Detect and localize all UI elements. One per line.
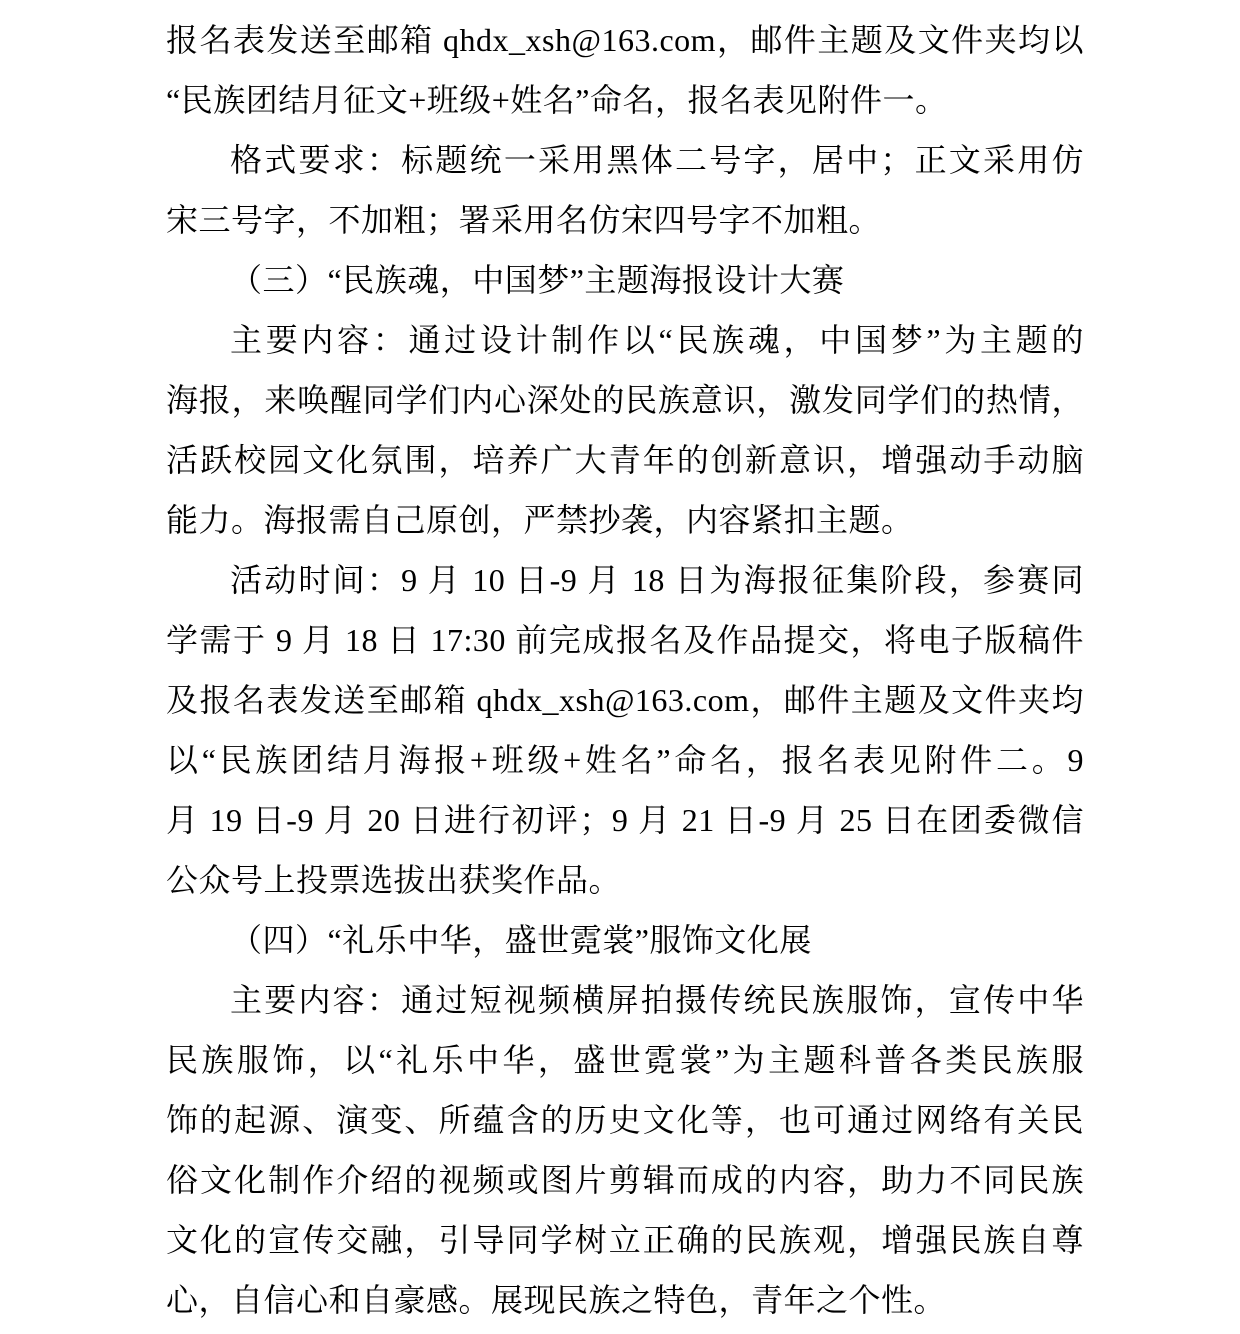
document-line: 饰的起源、演变、所蕴含的历史文化等，也可通过网络有关民 [166, 1102, 1084, 1138]
document-line: 主要内容：通过短视频横屏拍摄传统民族服饰，宣传中华 [230, 982, 1084, 1018]
document-line: （四）“礼乐中华，盛世霓裳”服饰文化展 [230, 922, 812, 958]
document-line: （三）“民族魂，中国梦”主题海报设计大赛 [230, 262, 845, 298]
document-line: 报名表发送至邮箱 qhdx_xsh@163.com，邮件主题及文件夹均以 [166, 22, 1084, 58]
document-line: 月 19 日-9 月 20 日进行初评；9 月 21 日-9 月 25 日在团委微信 [166, 802, 1084, 838]
document-line: 活跃校园文化氛围，培养广大青年的创新意识，增强动手动脑 [166, 442, 1084, 478]
document-line: 主要内容：通过设计制作以“民族魂，中国梦”为主题的 [230, 322, 1084, 358]
document-line: 心，自信心和自豪感。展现民族之特色，青年之个性。 [166, 1282, 947, 1318]
document-line: 学需于 9 月 18 日 17:30 前完成报名及作品提交，将电子版稿件 [166, 622, 1084, 658]
document-line: 宋三号字，不加粗；署采用名仿宋四号字不加粗。 [166, 202, 882, 238]
document-line: 文化的宣传交融，引导同学树立正确的民族观，增强民族自尊 [166, 1222, 1084, 1258]
document-line: 民族服饰，以“礼乐中华，盛世霓裳”为主题科普各类民族服 [166, 1042, 1084, 1078]
document-line: 俗文化制作介绍的视频或图片剪辑而成的内容，助力不同民族 [166, 1162, 1084, 1198]
document-line: 及报名表发送至邮箱 qhdx_xsh@163.com，邮件主题及文件夹均 [166, 682, 1084, 718]
document-line: 海报，来唤醒同学们内心深处的民族意识，激发同学们的热情， [166, 382, 1084, 418]
document-line: 公众号上投票选拔出获奖作品。 [166, 862, 622, 898]
document-line: 以“民族团结月海报+班级+姓名”命名，报名表见附件二。9 [166, 742, 1084, 778]
document-line: 格式要求：标题统一采用黑体二号字，居中；正文采用仿 [230, 142, 1084, 178]
document-line: 能力。海报需自己原创，严禁抄袭，内容紧扣主题。 [166, 502, 914, 538]
document-lines [166, 10, 1084, 1330]
document-line: 活动时间：9 月 10 日-9 月 18 日为海报征集阶段，参赛同 [230, 562, 1084, 598]
document-line: “民族团结月征文+班级+姓名”命名，报名表见附件一。 [166, 82, 948, 118]
